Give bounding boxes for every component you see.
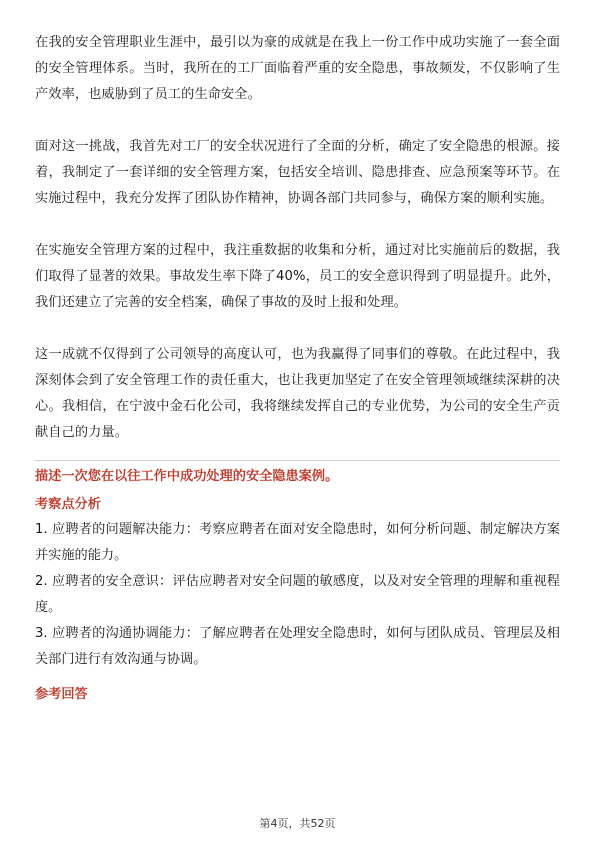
section-divider	[35, 460, 560, 461]
answer-paragraph-1: 在我的安全管理职业生涯中，最引以为豪的成就是在我上一份工作中成功实施了一套全面的安全管理体系。当时，我所在的工厂面临着严重的安全隐患，事故频发，不仅影响了生产效率，也威胁到了员工的生命安全。	[35, 35, 560, 102]
interview-question: 描述一次您在以往工作中成功处理的安全隐患案例。	[35, 469, 339, 484]
page-content	[35, 30, 560, 707]
answer-paragraph-4: 这一成就不仅得到了公司领导的高度认可，也为我赢得了同事们的尊敬。在此过程中，我深刻体会到了安全管理工作的责任重大，也让我更加坚定了在安全管理领域继续深耕的决心。我相信，在宁波中金石化公司，我将继续发挥自己的专业优势，为公司的安全生产贡献自己的力量。	[35, 347, 560, 440]
reference-answer-title: 参考回答	[35, 687, 88, 702]
answer-paragraph-3: 在实施安全管理方案的过程中，我注重数据的收集和分析，通过对比实施前后的数据，我们取得了显著的效果。事故发生率下降了40%，员工的安全意识得到了明显提升。此外，我们还建立了完善的安全档案，确保了事故的及时上报和处理。	[35, 243, 560, 310]
analysis-point-1: 1. 应聘者的问题解决能力：考察应聘者在面对安全隐患时，如何分析问题、制定解决方案并实施的能力。	[35, 522, 560, 563]
paragraph-gap	[35, 212, 560, 238]
analysis-point-3: 3. 应聘者的沟通协调能力：了解应聘者在处理安全隐患时，如何与团队成员、管理层及相关部门进行有效沟通与协调。	[35, 626, 560, 667]
answer-paragraph-2: 面对这一挑战，我首先对工厂的安全状况进行了全面的分析，确定了安全隐患的根源。接着，我制定了一套详细的安全管理方案，包括安全培训、隐患排查、应急预案等环节。在实施过程中，我充分发挥了团队协作精神，协调各部门共同参与，确保方案的顺利实施。	[35, 139, 560, 206]
analysis-point-2: 2. 应聘者的安全意识：评估应聘者对安全问题的敏感度，以及对安全管理的理解和重视程度。	[35, 574, 560, 615]
analysis-title: 考察点分析	[35, 497, 101, 512]
page-number-footer: 第4页，共52页	[259, 817, 336, 830]
paragraph-gap	[35, 316, 560, 342]
paragraph-gap	[35, 108, 560, 134]
